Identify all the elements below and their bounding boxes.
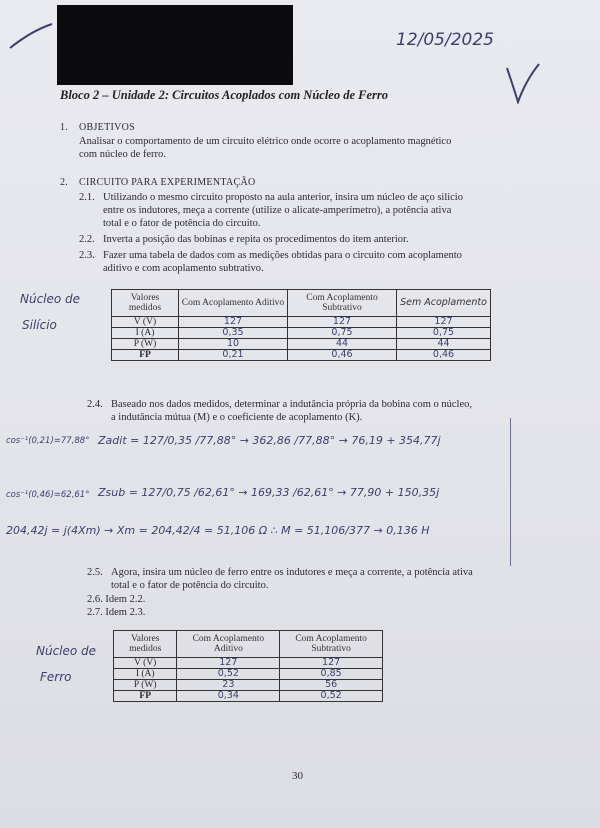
table-row xyxy=(112,350,491,361)
table-cell: 0,85 xyxy=(280,669,383,680)
table2-side-note-line2: Ferro xyxy=(40,670,72,684)
item-2-3-line2: aditivo e com acoplamento subtrativo. xyxy=(103,263,264,274)
table-row xyxy=(114,680,383,691)
table1-header-aditivo: Com Acoplamento Aditivo xyxy=(179,290,288,317)
item-2-1-num: 2.1. xyxy=(79,192,95,203)
pen-stroke-mark xyxy=(8,22,54,52)
table-cell: 44 xyxy=(288,339,397,350)
item-2-5-line2: total e o fator de potência do circuito. xyxy=(111,580,269,591)
table-cell: 0,75 xyxy=(397,328,491,339)
table-cell: 56 xyxy=(280,680,383,691)
table-cell: 0,75 xyxy=(288,328,397,339)
measurements-table-iron xyxy=(113,630,383,702)
measurements-table-silicon xyxy=(111,289,491,361)
table2-header-values: Valores medidos xyxy=(114,631,177,658)
table2-side-note-line1: Núcleo de xyxy=(36,644,97,658)
table2-header-subtrativo: Com Acoplamento Subtrativo xyxy=(280,631,383,658)
table-row xyxy=(112,317,491,328)
calc-line2-left: cos⁻¹(0,46)=62,61° xyxy=(6,490,90,500)
table-cell: 127 xyxy=(288,317,397,328)
table-cell: 23 xyxy=(177,680,280,691)
calc-line3: 204,42j = j(4Xm) → Xm = 204,42/4 = 51,106 Ω ∴ M = 51,106/377 → 0,136 H xyxy=(6,524,430,537)
table-row xyxy=(112,328,491,339)
item-2-6: 2.6. Idem 2.2. xyxy=(87,594,146,605)
table-row xyxy=(114,691,383,702)
table-cell: P (W) xyxy=(114,680,177,691)
table2-header-aditivo: Com Acoplamento Aditivo xyxy=(177,631,280,658)
page-number: 30 xyxy=(292,770,303,782)
section1-text-line2: com núcleo de ferro. xyxy=(79,149,166,160)
table-cell: FP xyxy=(114,691,177,702)
table-row xyxy=(114,658,383,669)
section2-heading: CIRCUITO PARA EXPERIMENTAÇÃO xyxy=(79,177,256,188)
table-cell: 0,21 xyxy=(179,350,288,361)
item-2-4-line1: Baseado nos dados medidos, determinar a indutância própria da bobina com o núcleo, xyxy=(111,399,472,410)
table-cell: 44 xyxy=(397,339,491,350)
table1-side-note-line1: Núcleo de xyxy=(20,292,81,306)
table1-header-values: Valores medidos xyxy=(112,290,179,317)
table-row xyxy=(112,339,491,350)
table-cell: I (A) xyxy=(112,328,179,339)
table-cell: V (V) xyxy=(114,658,177,669)
item-2-3-num: 2.3. xyxy=(79,250,95,261)
table-cell: FP xyxy=(112,350,179,361)
item-2-5-line1: Agora, insira um núcleo de ferro entre os indutores e meça a corrente, a potência ativa xyxy=(111,567,473,578)
table-cell: 127 xyxy=(179,317,288,328)
redaction-block xyxy=(57,5,293,85)
table-cell: 0,34 xyxy=(177,691,280,702)
item-2-7: 2.7. Idem 2.3. xyxy=(87,607,146,618)
table-cell: 0,46 xyxy=(397,350,491,361)
section2-number: 2. xyxy=(60,177,69,188)
item-2-2-line1: Inverta a posição das bobinas e repita os procedimentos do item anterior. xyxy=(103,234,409,245)
table-cell: I (A) xyxy=(114,669,177,680)
table-cell: 127 xyxy=(397,317,491,328)
item-2-3-line1: Fazer uma tabela de dados com as medições obtidas para o circuito com acoplamento xyxy=(103,250,462,261)
table1-header-sem: Sem Acoplamento xyxy=(397,290,491,317)
table-cell: 0,52 xyxy=(280,691,383,702)
calc-line1-left: cos⁻¹(0,21)=77,88° xyxy=(6,436,90,446)
page-title: Bloco 2 – Unidade 2: Circuitos Acoplados com Núcleo de Ferro xyxy=(60,88,388,102)
table-cell: 127 xyxy=(177,658,280,669)
calc-line1-main: Zadit = 127/0,35 /77,88° → 362,86 /77,88° → 76,19 + 354,77j xyxy=(98,434,441,447)
section1-number: 1. xyxy=(60,122,69,133)
table-row xyxy=(114,669,383,680)
item-2-1-line3: total e o fator de potência do circuito. xyxy=(103,218,261,229)
margin-bracket xyxy=(510,418,513,566)
section1-heading: OBJETIVOS xyxy=(79,122,136,133)
item-2-4-num: 2.4. xyxy=(87,399,103,410)
item-2-1-line1: Utilizando o mesmo circuito proposto na aula anterior, insira um núcleo de aço silício xyxy=(103,192,463,203)
table-cell: 127 xyxy=(280,658,383,669)
table-cell: V (V) xyxy=(112,317,179,328)
calc-line2-main: Zsub = 127/0,75 /62,61° → 169,33 /62,61° → 77,90 + 150,35j xyxy=(98,486,440,499)
item-2-4-line2: a indutância mútua (M) e o coeficiente de acoplamento (K). xyxy=(111,412,363,423)
table-cell: 0,52 xyxy=(177,669,280,680)
table-cell: 0,46 xyxy=(288,350,397,361)
checkmark-icon xyxy=(505,62,541,104)
table1-header-subtrativo: Com Acoplamento Subtrativo xyxy=(288,290,397,317)
handwritten-date: 12/05/2025 xyxy=(396,30,494,50)
item-2-2-num: 2.2. xyxy=(79,234,95,245)
item-2-5-num: 2.5. xyxy=(87,567,103,578)
table-cell: 10 xyxy=(179,339,288,350)
table1-side-note-line2: Silício xyxy=(22,318,57,332)
table-cell: P (W) xyxy=(112,339,179,350)
section1-text-line1: Analisar o comportamento de um circuito elétrico onde ocorre o acoplamento magnético xyxy=(79,136,452,147)
table-cell: 0,35 xyxy=(179,328,288,339)
item-2-1-line2: entre os indutores, meça a corrente (utilize o alicate-amperímetro), a potência ativa xyxy=(103,205,452,216)
